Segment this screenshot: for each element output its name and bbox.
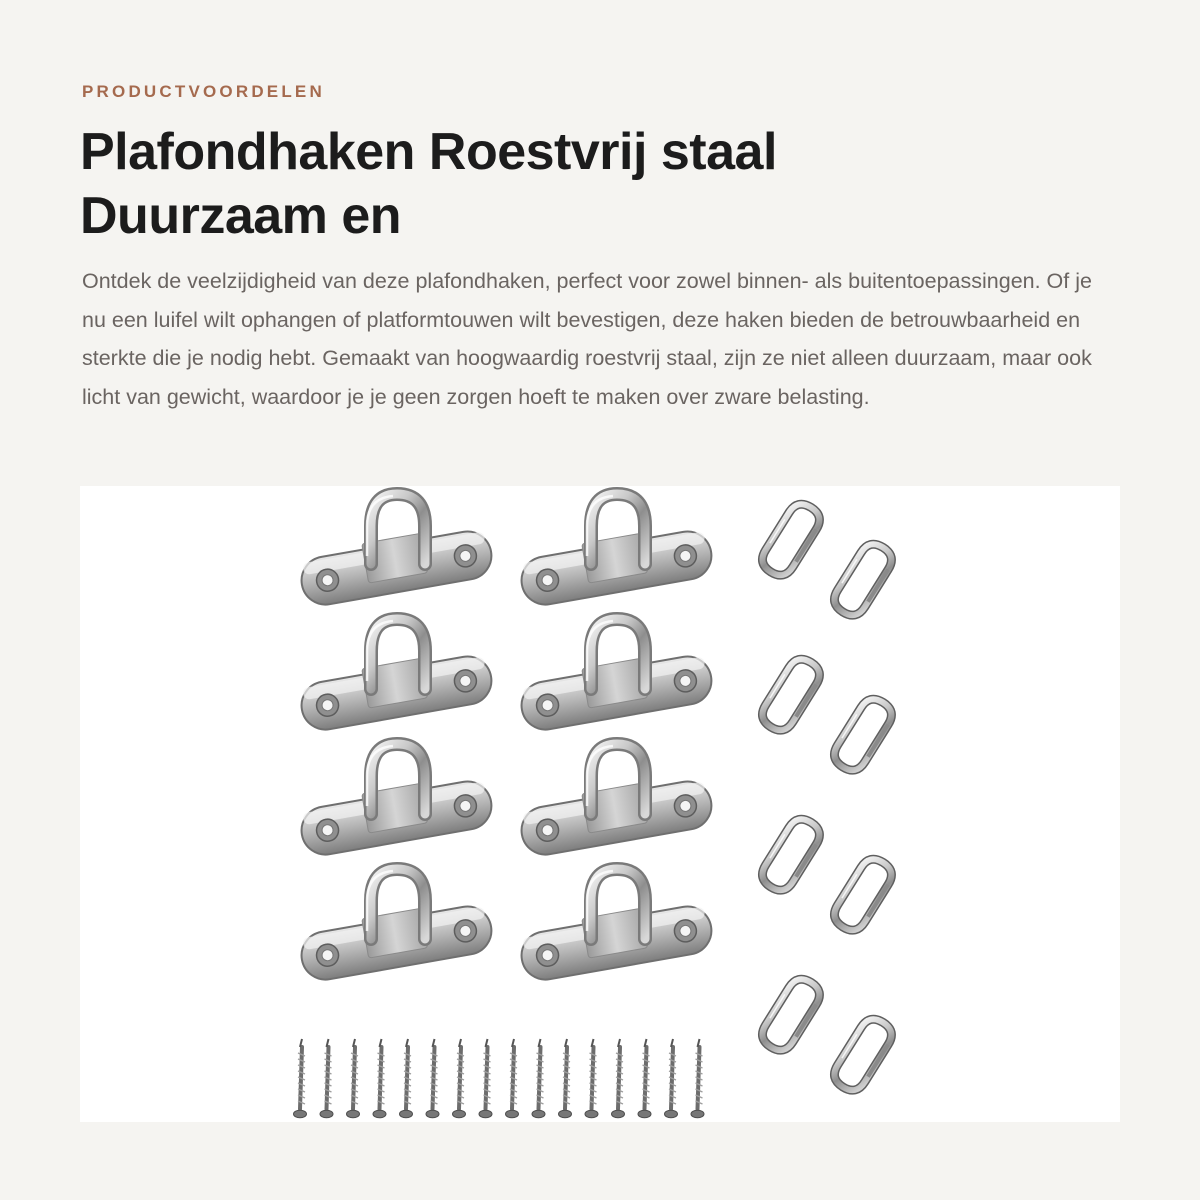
screw xyxy=(612,1039,625,1118)
plate-hook xyxy=(297,869,495,983)
screw xyxy=(506,1039,519,1118)
carabiner xyxy=(829,539,896,620)
section-description: Ontdek de veelzijdigheid van deze plafondhaken, perfect voor zowel binnen- als buitentoepassingen. Of je nu een luifel wilt ophangen of platformtouwen wilt bevestigen, deze haken bieden de betrouwbaarheid en sterkte die je nodig hebt. Gemaakt van hoogwaardig roestvrij staal, zijn ze niet alleen duurzaam, maar ook licht van gewicht, waardoor je je geen zorgen hoeft te maken over zware belasting. xyxy=(82,269,1092,409)
screw xyxy=(559,1039,572,1118)
plate-hook xyxy=(297,619,495,733)
plate-hook xyxy=(297,494,495,608)
carabiner xyxy=(829,854,896,935)
plate-hook xyxy=(517,619,715,733)
section-eyebrow: PRODUCTVOORDELEN xyxy=(82,82,325,101)
carabiner xyxy=(757,654,824,735)
screw xyxy=(373,1039,386,1118)
screw xyxy=(453,1039,466,1118)
screw xyxy=(479,1039,492,1118)
product-image xyxy=(80,486,1120,1122)
plate-hook xyxy=(517,744,715,858)
screw xyxy=(347,1039,360,1118)
screw xyxy=(426,1039,439,1118)
screw xyxy=(665,1039,678,1118)
plate-hook xyxy=(517,494,715,608)
screw xyxy=(691,1039,704,1118)
product-illustration xyxy=(80,486,1120,1122)
carabiner xyxy=(829,1014,896,1095)
screw xyxy=(294,1039,307,1118)
carabiner xyxy=(757,814,824,895)
carabiner xyxy=(757,974,824,1055)
screw xyxy=(532,1039,545,1118)
screw xyxy=(585,1039,598,1118)
plate-hook xyxy=(297,744,495,858)
section-title: Plafondhaken Roestvrij staal Duurzaam en xyxy=(80,123,777,245)
screw xyxy=(320,1039,333,1118)
carabiner xyxy=(829,694,896,775)
carabiner xyxy=(757,499,824,580)
screw xyxy=(400,1039,413,1118)
plate-hook xyxy=(517,869,715,983)
screw xyxy=(638,1039,651,1118)
